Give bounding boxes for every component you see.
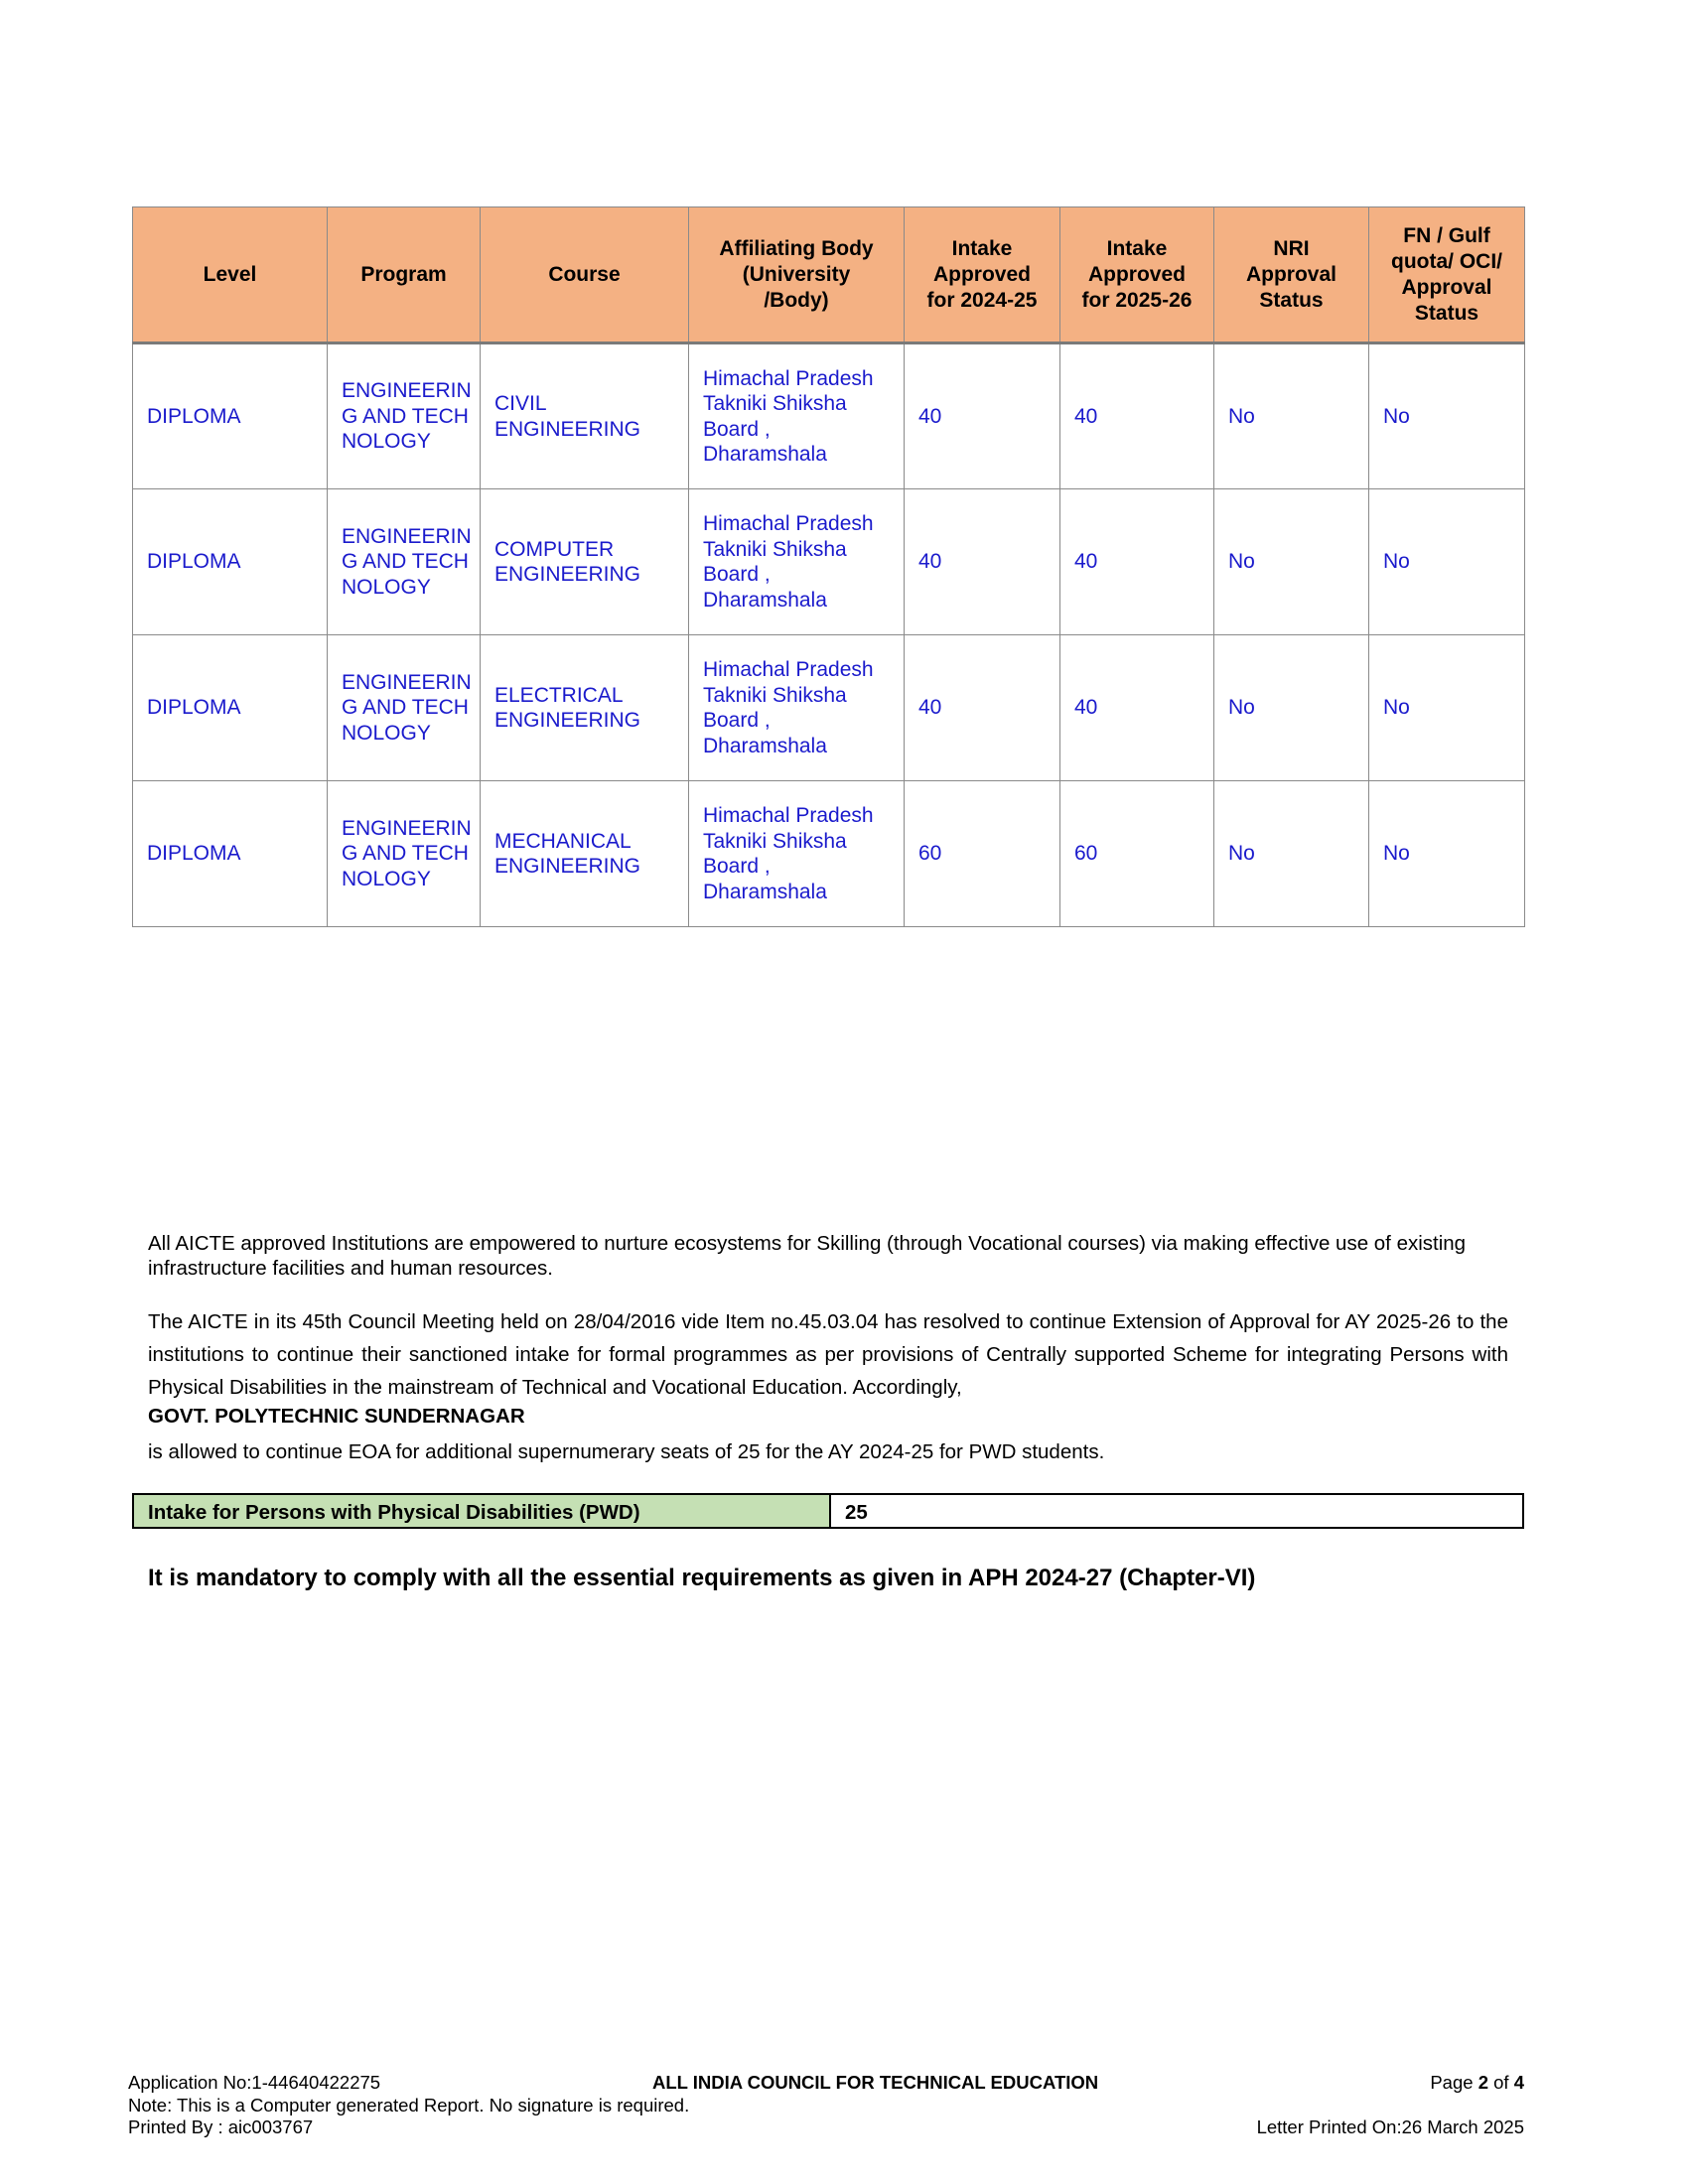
cell-program: ENGINEERING AND TECHNOLOGY bbox=[328, 343, 481, 489]
cell-affiliating-body: Himachal Pradesh Takniki Shiksha Board , Dharamshala bbox=[689, 781, 905, 927]
cell-intake-2025-26: 60 bbox=[1060, 781, 1214, 927]
cell-intake-2025-26: 40 bbox=[1060, 489, 1214, 635]
page-current: 2 bbox=[1477, 2072, 1488, 2093]
cell-nri-status: No bbox=[1214, 489, 1369, 635]
intake-table bbox=[132, 206, 1525, 927]
cell-fn-gulf-oci-status: No bbox=[1369, 635, 1525, 781]
page-of: of bbox=[1487, 2072, 1514, 2093]
page-number bbox=[1257, 2072, 1524, 2095]
cell-affiliating-body: Himachal Pradesh Takniki Shiksha Board , Dharamshala bbox=[689, 343, 905, 489]
cell-level: DIPLOMA bbox=[133, 343, 328, 489]
council-paragraph: The AICTE in its 45th Council Meeting held on 28/04/2016 vide Item no.45.03.04 has resolved to continue Extension of Approval for AY 2025-26 to the institutions to continue their sanctioned intake for formal programmes as per provisions of Centrally supported Scheme for integrating Persons with Physical Disabilities in the mainstream of Technical and Vocational Education. Accordingly, bbox=[148, 1310, 1508, 1399]
table-row bbox=[133, 781, 1525, 927]
cell-intake-2024-25: 40 bbox=[905, 489, 1060, 635]
table-row bbox=[133, 635, 1525, 781]
cell-course: COMPUTER ENGINEERING bbox=[481, 489, 689, 635]
cell-program: ENGINEERING AND TECHNOLOGY bbox=[328, 489, 481, 635]
cell-fn-gulf-oci-status: No bbox=[1369, 489, 1525, 635]
cell-course: ELECTRICAL ENGINEERING bbox=[481, 635, 689, 781]
header-fn-gulf-oci-status: FN / Gulf quota/ OCI/ Approval Status bbox=[1369, 207, 1525, 343]
cell-program: ENGINEERING AND TECHNOLOGY bbox=[328, 781, 481, 927]
pwd-intake-table bbox=[132, 1493, 1524, 1529]
cell-nri-status: No bbox=[1214, 635, 1369, 781]
pwd-row bbox=[133, 1494, 1523, 1528]
header-program: Program bbox=[328, 207, 481, 343]
page-total: 4 bbox=[1513, 2072, 1524, 2093]
pwd-label: Intake for Persons with Physical Disabilities (PWD) bbox=[133, 1494, 830, 1528]
organization-name: ALL INDIA COUNCIL FOR TECHNICAL EDUCATION bbox=[652, 2072, 1099, 2093]
cell-fn-gulf-oci-status: No bbox=[1369, 781, 1525, 927]
header-intake-2024-25: Intake Approved for 2024-25 bbox=[905, 207, 1060, 343]
pwd-value: 25 bbox=[830, 1494, 1523, 1528]
header-nri-status: NRI Approval Status bbox=[1214, 207, 1369, 343]
table-row bbox=[133, 343, 1525, 489]
skilling-paragraph: All AICTE approved Institutions are empowered to nurture ecosystems for Skilling (through Vocational courses) via making effective use of existing infrastructure facilities and human resources. bbox=[148, 1232, 1467, 1280]
institution-name: GOVT. POLYTECHNIC SUNDERNAGAR bbox=[148, 1405, 525, 1428]
cell-nri-status: No bbox=[1214, 781, 1369, 927]
cell-level: DIPLOMA bbox=[133, 489, 328, 635]
table-row bbox=[133, 489, 1525, 635]
cell-fn-gulf-oci-status: No bbox=[1369, 343, 1525, 489]
computer-generated-note: Note: This is a Computer generated Report. No signature is required. bbox=[128, 2094, 690, 2116]
footer-right bbox=[1257, 2072, 1524, 2139]
cell-intake-2025-26: 40 bbox=[1060, 635, 1214, 781]
page-prefix: Page bbox=[1430, 2072, 1478, 2093]
cell-affiliating-body: Himachal Pradesh Takniki Shiksha Board , Dharamshala bbox=[689, 489, 905, 635]
header-level: Level bbox=[133, 207, 328, 343]
header-intake-2025-26: Intake Approved for 2025-26 bbox=[1060, 207, 1214, 343]
cell-course: MECHANICAL ENGINEERING bbox=[481, 781, 689, 927]
cell-intake-2025-26: 40 bbox=[1060, 343, 1214, 489]
printed-by: Printed By : aic003767 bbox=[128, 2116, 314, 2137]
cell-level: DIPLOMA bbox=[133, 635, 328, 781]
cell-course: CIVIL ENGINEERING bbox=[481, 343, 689, 489]
letter-printed-on: Letter Printed On:26 March 2025 bbox=[1256, 2116, 1524, 2137]
table-header-row bbox=[133, 207, 1525, 343]
header-course: Course bbox=[481, 207, 689, 343]
cell-level: DIPLOMA bbox=[133, 781, 328, 927]
cell-program: ENGINEERING AND TECHNOLOGY bbox=[328, 635, 481, 781]
mandatory-note: It is mandatory to comply with all the essential requirements as given in APH 2024-27 (Chapter-VI) bbox=[148, 1565, 1256, 1591]
footer-left bbox=[128, 2072, 689, 2139]
cell-intake-2024-25: 60 bbox=[905, 781, 1060, 927]
cell-intake-2024-25: 40 bbox=[905, 343, 1060, 489]
cell-intake-2024-25: 40 bbox=[905, 635, 1060, 781]
header-affiliating-body: Affiliating Body (University /Body) bbox=[689, 207, 905, 343]
eoa-paragraph: is allowed to continue EOA for additional supernumerary seats of 25 for the AY 2024-25 for PWD students. bbox=[148, 1440, 1105, 1463]
cell-nri-status: No bbox=[1214, 343, 1369, 489]
application-number: Application No:1-44640422275 bbox=[128, 2072, 381, 2093]
cell-affiliating-body: Himachal Pradesh Takniki Shiksha Board , Dharamshala bbox=[689, 635, 905, 781]
